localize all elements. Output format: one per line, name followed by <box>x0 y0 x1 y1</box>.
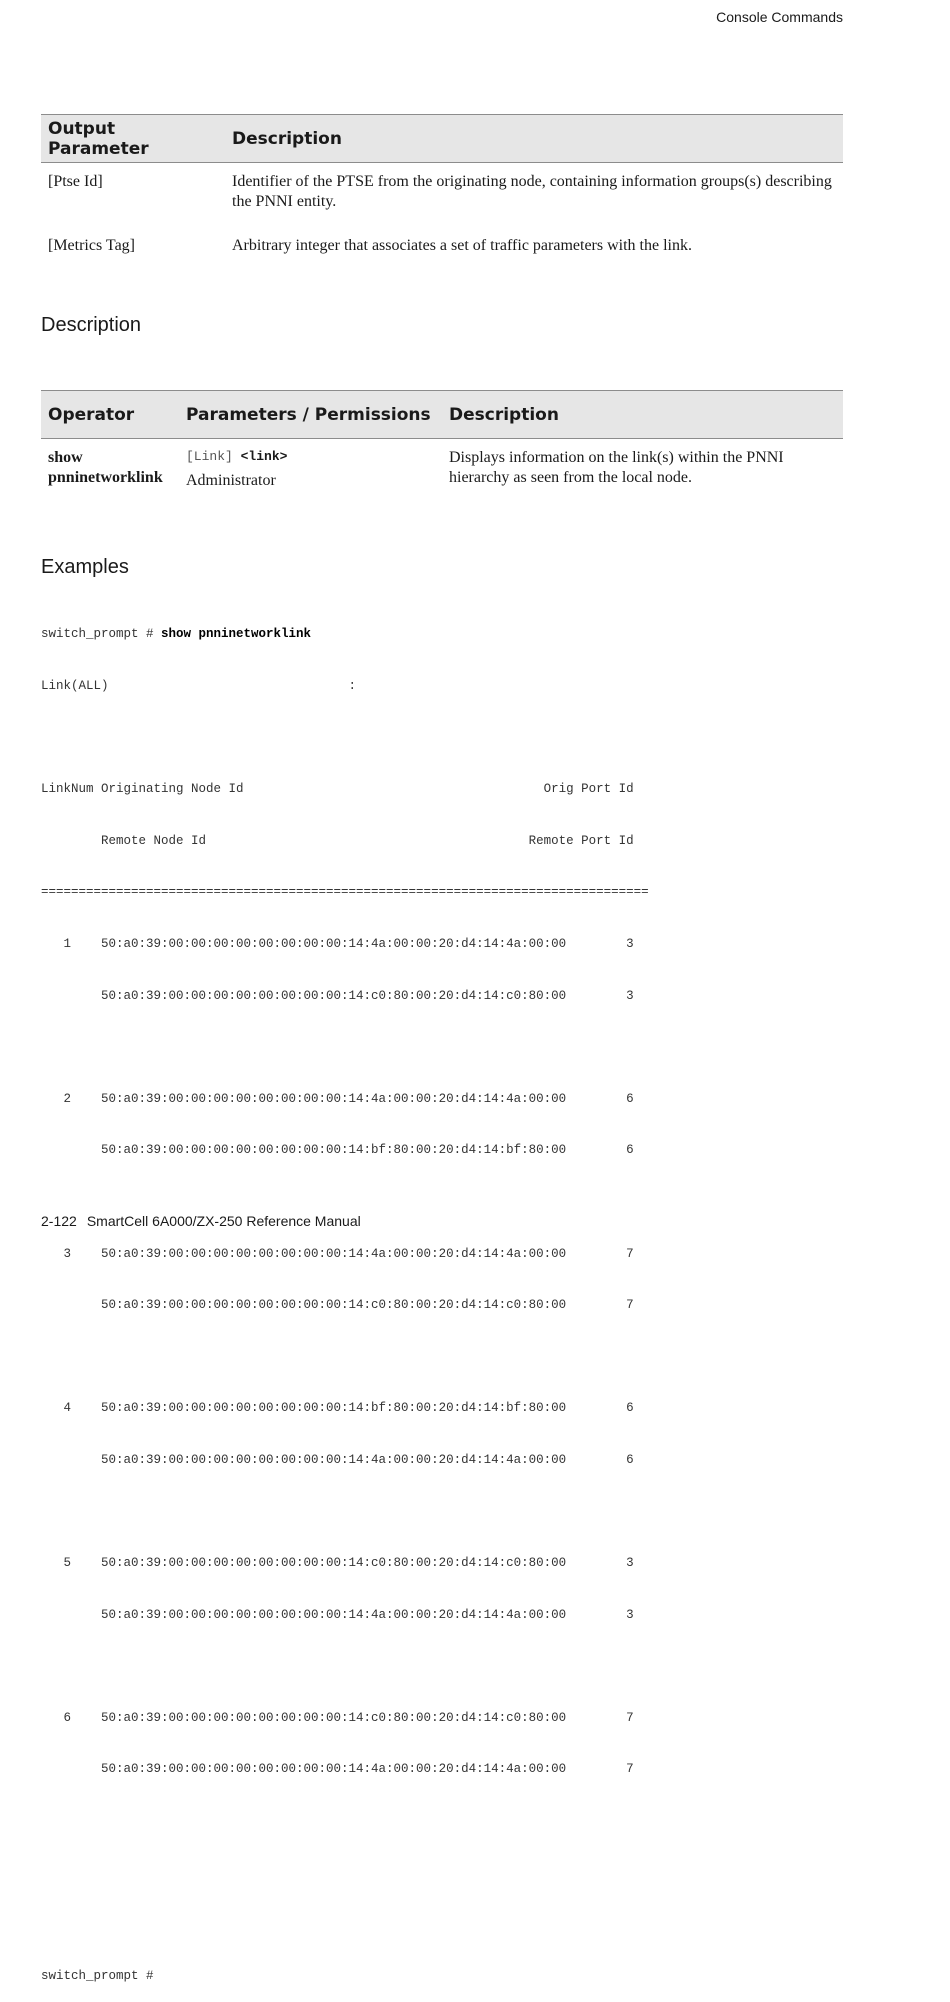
table-header-row <box>41 391 843 439</box>
output-line <box>41 1349 649 1366</box>
output-line <box>41 1039 649 1056</box>
output-line: 6 50:a0:39:00:00:00:00:00:00:00:00:14:c0:80:00:20:d4:14:c0:80:00 7 <box>41 1710 634 1725</box>
table-row <box>41 439 843 492</box>
table-header-row <box>41 115 843 163</box>
output-param-description: Identifier of the PTSE from the originating node, containing information groups(s) describing the PNNI entity. <box>232 173 832 210</box>
output-line <box>41 1865 649 1882</box>
parameter-syntax <box>186 448 435 465</box>
output-line: 50:a0:39:00:00:00:00:00:00:00:00:14:4a:00:00:20:d4:14:4a:00:00 3 <box>41 1607 634 1622</box>
output-line <box>41 1504 649 1521</box>
shell-prompt: switch_prompt # <box>41 627 162 642</box>
output-param-name: [Ptse Id] <box>48 173 103 190</box>
operator-cell <box>41 439 179 492</box>
output-line: 2 50:a0:39:00:00:00:00:00:00:00:00:14:4a:00:00:20:d4:14:4a:00:00 6 <box>41 1091 634 1106</box>
output-line <box>41 1916 649 1933</box>
table-row <box>41 227 843 271</box>
final-prompt-line: switch_prompt # <box>41 1968 154 1983</box>
output-line <box>41 1194 649 1211</box>
column-header-parameters: Parameters / Permissions <box>179 391 442 439</box>
terminal-output <box>41 592 649 2002</box>
separator-line: ================================================================================= <box>41 885 649 900</box>
output-line: 50:a0:39:00:00:00:00:00:00:00:00:14:c0:80:00:20:d4:14:c0:80:00 7 <box>41 1298 634 1313</box>
command-line <box>41 626 649 643</box>
output-param-description: Arbitrary integer that associates a set of traffic parameters with the link. <box>232 237 692 254</box>
manual-title: SmartCell 6A000/ZX-250 Reference Manual <box>86 1213 361 1229</box>
output-line <box>41 1813 649 1830</box>
column-header-description: Description <box>442 391 843 439</box>
link-prompt-line: Link(ALL) : <box>41 679 357 693</box>
operator-command: pnninetworklink <box>48 469 163 486</box>
section-heading-examples: Examples <box>41 556 129 578</box>
page-footer <box>41 1213 361 1229</box>
permission-level: Administrator <box>186 472 276 489</box>
table-row <box>41 163 843 228</box>
command-description: Displays information on the link(s) within the PNNI hierarchy as seen from the local node. <box>449 449 784 486</box>
output-header-line: Remote Node Id Remote Port Id <box>41 833 634 848</box>
output-line: 50:a0:39:00:00:00:00:00:00:00:00:14:bf:80:00:20:d4:14:bf:80:00 6 <box>41 1143 634 1158</box>
output-line: 50:a0:39:00:00:00:00:00:00:00:00:14:4a:00:00:20:d4:14:4a:00:00 6 <box>41 1452 634 1467</box>
output-line: 50:a0:39:00:00:00:00:00:00:00:00:14:4a:00:00:20:d4:14:4a:00:00 7 <box>41 1762 634 1777</box>
parameters-cell <box>179 439 442 492</box>
blank-line <box>41 730 649 747</box>
entered-command: show pnninetworklink <box>161 627 312 642</box>
output-header-line: LinkNum Originating Node Id Orig Port Id <box>41 782 634 797</box>
output-line: 50:a0:39:00:00:00:00:00:00:00:00:14:c0:80:00:20:d4:14:c0:80:00 3 <box>41 988 634 1003</box>
column-header-description: Description <box>225 115 843 163</box>
parameter-label: [Link] <box>186 449 233 464</box>
operator-keyword: show <box>48 449 83 466</box>
output-parameter-table <box>41 114 843 271</box>
output-line: 1 50:a0:39:00:00:00:00:00:00:00:00:14:4a:00:00:20:d4:14:4a:00:00 3 <box>41 936 634 951</box>
output-line <box>41 1658 649 1675</box>
column-header-operator: Operator <box>41 391 179 439</box>
output-line: 5 50:a0:39:00:00:00:00:00:00:00:00:14:c0:80:00:20:d4:14:c0:80:00 3 <box>41 1556 634 1571</box>
output-line: 4 50:a0:39:00:00:00:00:00:00:00:00:14:bf:80:00:20:d4:14:bf:80:00 6 <box>41 1401 634 1416</box>
output-line: 3 50:a0:39:00:00:00:00:00:00:00:00:14:4a:00:00:20:d4:14:4a:00:00 7 <box>41 1246 634 1261</box>
output-param-name: [Metrics Tag] <box>48 237 135 254</box>
parameter-argument: <link> <box>240 449 288 464</box>
running-header: Console Commands <box>716 9 843 25</box>
column-header-output-parameter: Output Parameter <box>41 115 225 163</box>
command-table <box>41 390 843 491</box>
page-number: 2-122 <box>41 1213 77 1229</box>
section-heading-description: Description <box>41 314 142 336</box>
